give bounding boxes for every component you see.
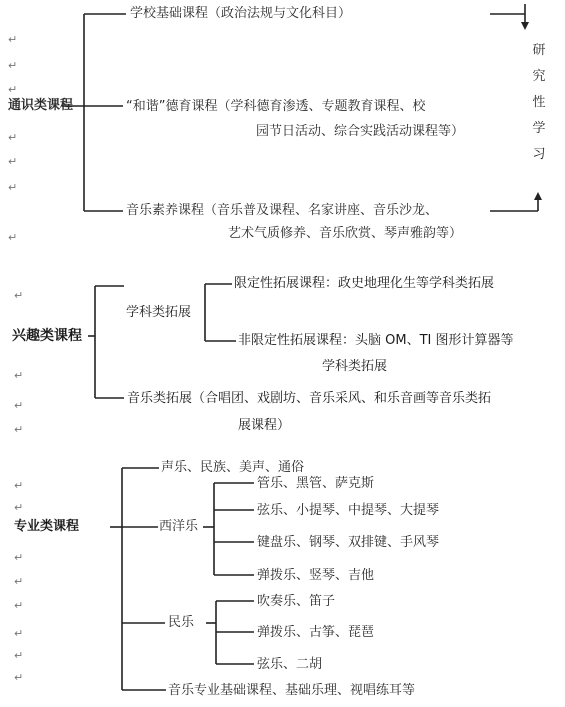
music-extension-line1: 音乐类拓展（合唱团、戏剧坊、音乐采风、和乐音画等音乐类拓 [127,391,492,406]
paragraph-mark: ↵ [14,599,24,612]
research-learning-char: 学 [532,121,546,136]
folk-music-label: 民乐 [168,615,195,630]
folk-wind: 吹奏乐、笛子 [257,594,336,609]
western-music-label: 西洋乐 [159,519,199,534]
paragraph-mark: ↵ [8,83,18,96]
paragraph-mark: ↵ [14,649,24,662]
folk-plucked: 弹拨乐、古筝、琵琶 [257,625,375,640]
paragraph-mark: ↵ [8,33,18,46]
paragraph-mark: ↵ [8,181,18,194]
paragraph-mark: ↵ [14,671,24,684]
limited-extension-course: 限定性拓展课程：政史地理化生等学科类拓展 [234,276,495,291]
research-learning-char: 习 [532,147,546,162]
subject-extension-label: 学科类拓展 [126,305,192,320]
western-plucked: 弹拨乐、竖琴、吉他 [257,568,375,583]
general-branch-3-line2: 艺术气质修养、音乐欣赏、琴声雅韵等） [228,226,463,241]
paragraph-mark: ↵ [14,289,24,302]
research-learning-char: 性 [532,95,546,110]
general-branch-2-line2: 园节日活动、综合实践活动课程等） [256,124,465,139]
paragraph-mark: ↵ [14,627,24,640]
general-branch-3-line1: 音乐素养课程（音乐普及课程、名家讲座、音乐沙龙、 [126,203,439,218]
general-branch-1: 学校基础课程（政治法规与文化科目） [130,6,352,21]
research-learning-char: 究 [532,69,546,84]
music-foundation-course: 音乐专业基础课程、基础乐理、视唱练耳等 [168,683,416,698]
research-learning-label [531,38,547,168]
paragraph-mark: ↵ [14,479,24,492]
paragraph-mark: ↵ [14,423,24,436]
vocal-branch: 声乐、民族、美声、通俗 [161,460,305,475]
paragraph-mark: ↵ [14,551,24,564]
interest-courses-root: 兴趣类课程 [12,328,82,344]
western-strings: 弦乐、小提琴、中提琴、大提琴 [257,503,440,518]
unlimited-extension-course-line1: 非限定性拓展课程：头脑 OM、TI 图形计算器等 [238,333,514,348]
paragraph-mark: ↵ [8,231,18,244]
general-courses-root: 通识类课程 [8,98,74,113]
folk-strings: 弦乐、二胡 [257,657,323,672]
western-keyboard: 键盘乐、钢琴、双排键、手风琴 [257,535,440,550]
paragraph-mark: ↵ [14,399,24,412]
paragraph-mark: ↵ [8,155,18,168]
paragraph-mark: ↵ [14,575,24,588]
music-extension-line2: 展课程） [238,418,291,433]
paragraph-mark: ↵ [8,59,18,72]
professional-courses-root: 专业类课程 [14,519,80,534]
unlimited-extension-course-line2: 学科类拓展 [322,359,388,374]
western-brass: 管乐、黑管、萨克斯 [257,476,375,491]
paragraph-mark: ↵ [14,501,24,514]
general-branch-2-line1: “和谐”德育课程（学科德育渗透、专题教育课程、校 [126,99,426,114]
research-learning-char: 研 [532,43,546,58]
paragraph-mark: ↵ [8,131,18,144]
paragraph-mark: ↵ [14,369,24,382]
